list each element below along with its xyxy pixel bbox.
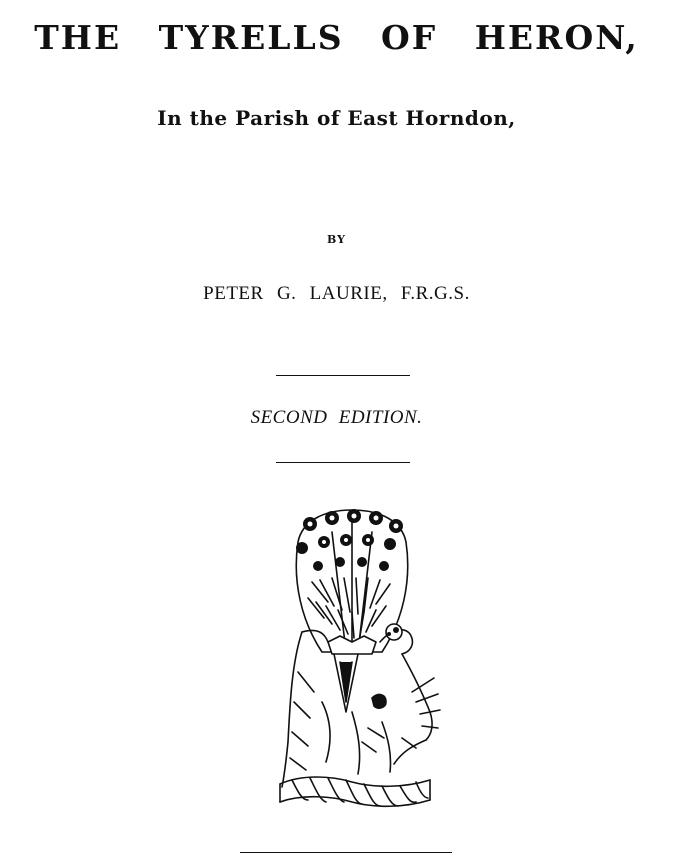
by-line: BY [327,233,346,246]
torse-wreath-icon [280,777,430,806]
divider-lower [276,462,410,463]
book-title: THE TYRELLS OF HERON, [34,18,639,57]
edition-label: SECOND EDITION. [250,407,423,428]
book-subtitle: In the Parish of East Horndon, [157,106,516,130]
boar-head-crest-icon [262,502,442,812]
divider-upper [276,375,410,376]
divider-bottom [240,852,452,853]
author-name: PETER G. LAURIE, F.R.G.S. [203,283,470,304]
crest-coronet-icon [328,636,376,712]
